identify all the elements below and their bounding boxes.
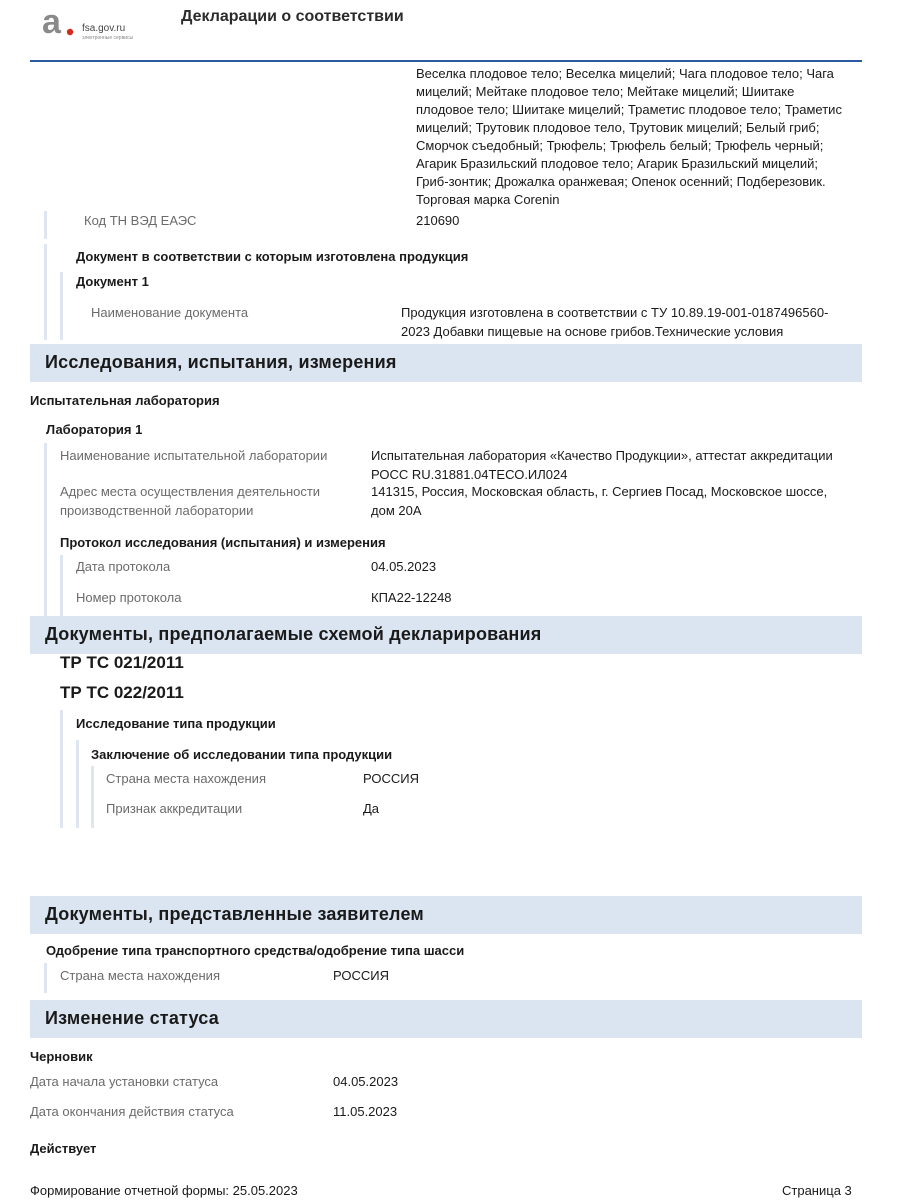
lab-name-line: Испытательная лаборатория «Качество Продукции», аттестат аккредитации	[371, 448, 833, 463]
protocol-date-label: Дата протокола	[76, 559, 171, 574]
footer-generated: Формирование отчетной формы: 25.05.2023	[30, 1183, 298, 1198]
lab-address-label-line: производственной лаборатории	[60, 503, 254, 518]
section-scheme	[30, 616, 862, 654]
logo-subtext: электронные сервисы	[82, 35, 134, 41]
fsa-logo	[40, 6, 150, 44]
lab-name-label: Наименование испытательной лаборатории	[60, 448, 328, 463]
product-line: Сморчок съедобный; Трюфель; Трюфель белый; Трюфель черный;	[416, 138, 824, 153]
indent-bar	[60, 555, 63, 616]
lab-address-label	[60, 482, 320, 520]
accreditation-value: Да	[363, 801, 380, 816]
indent-bar	[60, 272, 63, 340]
status-end-label: Дата окончания действия статуса	[30, 1104, 234, 1119]
header	[0, 0, 900, 62]
regulation-2: ТР ТС 022/2011	[60, 683, 184, 702]
product-line: Гриб-зонтик; Дрожалка оранжевая; Опенок осенний; Подберезовик.	[416, 174, 826, 189]
applicant-country-label: Страна места нахождения	[60, 968, 220, 983]
lab-address-label-line: Адрес места осуществления деятельности	[60, 484, 321, 499]
production-doc-heading: Документ в соответствии с которым изготовлена продукция	[76, 249, 469, 264]
scheme-country-value: РОССИЯ	[363, 771, 420, 786]
product-line: мицелий; Мейтаке плодовое тело; Мейтаке мицелий; Шиитаке	[416, 84, 795, 99]
indent-bar	[44, 244, 47, 340]
status-end-value: 11.05.2023	[333, 1104, 398, 1119]
protocol-number-value: КПА22-12248	[371, 590, 452, 605]
product-line: плодовое тело; Шиитаке мицелий; Траметис плодовое тело; Траметис	[416, 102, 842, 117]
tnved-label: Код ТН ВЭД ЕАЭС	[84, 213, 197, 228]
indent-bar	[76, 740, 79, 828]
lab-address-line: 141315, Россия, Московская область, г. Сергиев Посад, Московское шоссе,	[371, 484, 828, 499]
status-active: Действует	[30, 1141, 97, 1156]
indent-bar	[91, 766, 94, 828]
lab-title: Лаборатория 1	[46, 422, 143, 437]
protocol-date-value: 04.05.2023	[371, 559, 437, 574]
regulation-1: ТР ТС 021/2011	[60, 653, 184, 672]
section-research	[30, 344, 862, 382]
section-research-title: Исследования, испытания, измерения	[45, 352, 397, 372]
indent-bar	[60, 710, 63, 828]
production-doc-name-line: Продукция изготовлена в соответствии с ТУ 10.89.19-001-0187496560-	[401, 305, 829, 320]
approval-heading: Одобрение типа транспортного средства/одобрение типа шасси	[46, 943, 465, 958]
tnved-value: 210690	[416, 213, 460, 228]
type-study-heading: Исследование типа продукции	[76, 716, 276, 731]
section-status-title: Изменение статуса	[45, 1008, 219, 1028]
production-doc-name-value	[401, 303, 871, 341]
section-applicant-title: Документы, представленные заявителем	[45, 904, 424, 924]
status-start-value: 04.05.2023	[333, 1074, 399, 1089]
applicant-country-value: РОССИЯ	[333, 968, 390, 983]
status-start-label: Дата начала установки статуса	[30, 1074, 219, 1089]
svg-text:a: a	[42, 6, 61, 40]
accreditation-label: Признак аккредитации	[106, 801, 243, 816]
indent-bar	[44, 443, 47, 616]
lab-address-line: дом 20А	[371, 503, 422, 518]
conclusion-heading: Заключение об исследовании типа продукции	[91, 747, 393, 762]
section-status	[30, 1000, 862, 1038]
section-applicant	[30, 896, 862, 934]
production-doc-title: Документ 1	[76, 274, 149, 289]
section-scheme-title: Документы, предполагаемые схемой декларирования	[45, 624, 542, 644]
production-doc-name-line: 2023 Добавки пищевые на основе грибов.Технические условия	[401, 324, 784, 339]
product-line: Агарик Бразильский плодовое тело; Агарик Бразильский мицелий;	[416, 156, 818, 171]
lab-heading: Испытательная лаборатория	[30, 393, 220, 408]
lab-name-line: РОСС RU.31881.04ТЕСО.ИЛ024	[371, 467, 568, 482]
lab-name-value	[371, 446, 871, 484]
product-line: Веселка плодовое тело; Веселка мицелий; Чага плодовое тело; Чага	[416, 66, 834, 81]
header-divider	[30, 60, 862, 62]
page-title: Декларации о соответствии	[181, 8, 404, 25]
indent-bar	[44, 211, 47, 239]
status-draft: Черновик	[30, 1049, 93, 1064]
logo-text: fsa.gov.ru	[82, 23, 126, 34]
fsa-logo-icon	[40, 6, 74, 40]
footer-page: Страница 3	[782, 1183, 852, 1198]
production-doc-name-label: Наименование документа	[91, 305, 249, 320]
lab-address-value	[371, 482, 871, 520]
scheme-country-label: Страна места нахождения	[106, 771, 266, 786]
product-line: Торговая марка Corenin	[416, 192, 560, 207]
product-line: мицелий; Трутовик плодовое тело, Трутовик мицелий; Белый гриб;	[416, 120, 820, 135]
protocol-number-label: Номер протокола	[76, 590, 182, 605]
protocol-heading: Протокол исследования (испытания) и измерения	[60, 535, 386, 550]
indent-bar	[44, 963, 47, 993]
product-description	[416, 65, 886, 209]
